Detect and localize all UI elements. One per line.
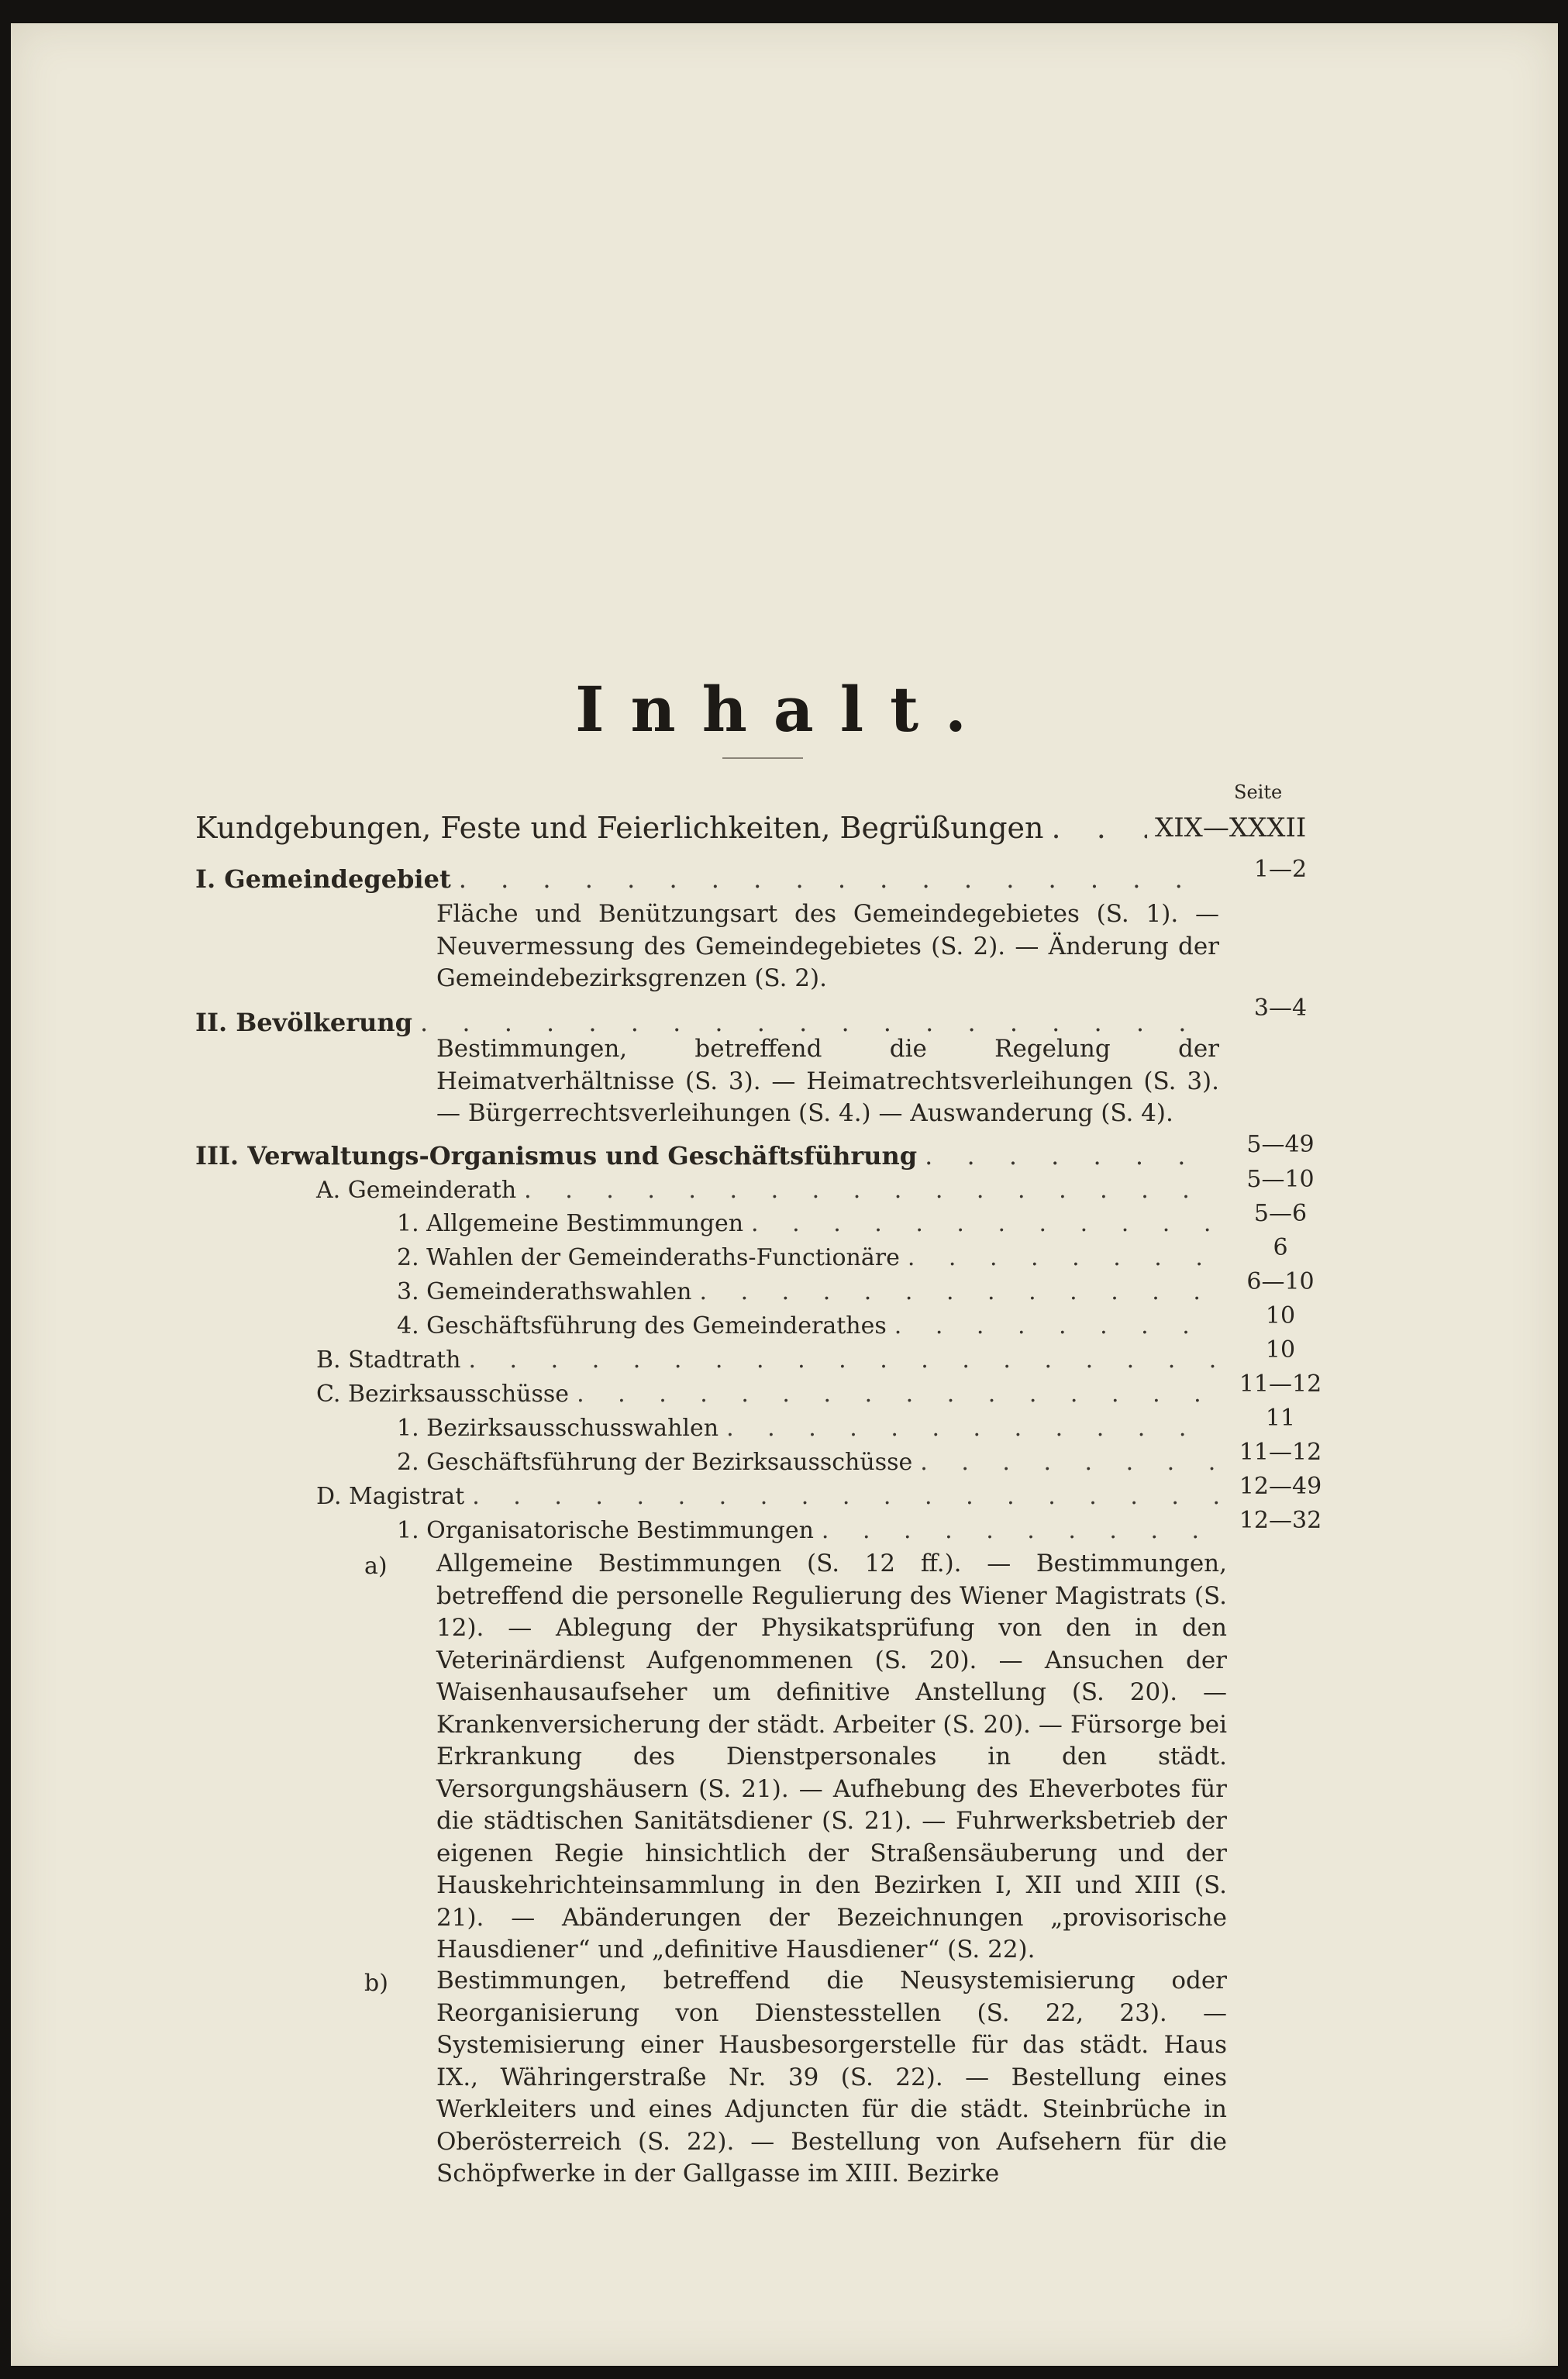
toc-entry-text: 1. Bezirksausschusswahlen bbox=[397, 1415, 719, 1442]
toc-item-a3-page: 6—10 bbox=[1246, 1268, 1315, 1295]
seite-column-label: Seite bbox=[1234, 781, 1283, 803]
toc-item-a2 bbox=[397, 1244, 1218, 1278]
leader-dots bbox=[887, 1312, 1218, 1339]
paragraph-a-label: a) bbox=[364, 1553, 388, 1580]
toc-entry-text: 2. Geschäftsführung der Bezirksausschüsse bbox=[397, 1449, 913, 1476]
toc-entry-text: C. Bezirksausschüsse bbox=[316, 1381, 570, 1408]
toc-entry-text: 1. Allgemeine Bestimmungen bbox=[397, 1210, 744, 1237]
leader-dots bbox=[719, 1415, 1218, 1442]
toc-sub-b bbox=[316, 1346, 1218, 1381]
toc-section-1 bbox=[195, 864, 1218, 898]
toc-entry-text: 1. Organisatorische Bestimmungen bbox=[397, 1517, 814, 1544]
paragraph-b-label: b) bbox=[364, 1970, 388, 1997]
paragraph-a bbox=[436, 1548, 1227, 1967]
toc-section-3 bbox=[195, 1141, 1218, 1175]
toc-entry-text: 4. Geschäftsführung des Gemeinderathes bbox=[397, 1312, 887, 1339]
toc-sub-c-page: 11—12 bbox=[1239, 1371, 1322, 1398]
toc-item-c1-page: 11 bbox=[1265, 1405, 1296, 1432]
toc-section-3-page: 5—49 bbox=[1246, 1131, 1315, 1158]
section-1-description bbox=[436, 898, 1219, 995]
leader-dots bbox=[569, 1381, 1218, 1408]
leader-dots bbox=[814, 1517, 1218, 1544]
leader-dots bbox=[464, 1483, 1218, 1510]
leader-dots bbox=[692, 1278, 1218, 1305]
toc-item-a1-page: 5—6 bbox=[1253, 1200, 1308, 1227]
toc-item-d1-page: 12—32 bbox=[1239, 1507, 1322, 1534]
toc-entry-text: Kundgebungen, Feste und Feierlichkeiten, Begrüßungen bbox=[195, 811, 1044, 845]
toc-section-1-page: 1—2 bbox=[1253, 856, 1308, 883]
toc-item-c2-page: 11—12 bbox=[1239, 1439, 1322, 1466]
toc-entry-text: II. Bevölkerung bbox=[195, 1008, 413, 1037]
toc-sub-c bbox=[316, 1381, 1218, 1415]
leader-dots bbox=[451, 864, 1218, 894]
toc-entry-text: I. Gemeindegebiet bbox=[195, 864, 451, 894]
toc-entry-page: XIX—XXXII bbox=[1155, 812, 1307, 843]
toc-entry-text: III. Verwaltungs-Organismus und Geschäftsführung bbox=[195, 1141, 918, 1171]
leader-dots bbox=[900, 1244, 1218, 1271]
section-2-description bbox=[436, 1033, 1219, 1130]
toc-sub-d-page: 12—49 bbox=[1239, 1473, 1322, 1500]
page-title: Inhalt. bbox=[575, 673, 993, 746]
toc-item-a3 bbox=[397, 1278, 1218, 1312]
leader-dots bbox=[917, 1141, 1218, 1171]
toc-item-a1 bbox=[397, 1210, 1218, 1244]
toc-entry-text: 2. Wahlen der Gemeinderaths-Functionäre bbox=[397, 1244, 900, 1271]
toc-item-a4-page: 10 bbox=[1265, 1302, 1296, 1329]
toc-sub-a bbox=[316, 1177, 1218, 1211]
toc-entry-text: D. Magistrat bbox=[316, 1483, 465, 1510]
leader-dots bbox=[912, 1449, 1218, 1476]
title-rule bbox=[722, 757, 803, 759]
toc-item-a2-page: 6 bbox=[1273, 1234, 1288, 1261]
paragraph-b bbox=[436, 1965, 1227, 2191]
toc-sub-a-page: 5—10 bbox=[1246, 1166, 1315, 1193]
toc-section-2-page: 3—4 bbox=[1253, 995, 1308, 1022]
paragraph-text: Allgemeine Bestimmungen (S. 12 ff.). — Bestimmungen, betreffend die personelle Regulierung des Wiener Magistrats (S. 12). — Ablegung der Physikatsprüfung von den in den Veterinärdienst Aufgenommenen (S. 20). — Ansuchen der Waisenhausaufseher um definitive Anstellung (S. 20). — Krankenversicherung der städt. Arbeiter (S. 20). — Fürsorge bei Erkrankung des Dienstpersonales in den städt. Versorgungshäusern (S. 21). — Aufhebung des Eheverbotes für die städtischen Sanitätsdiener (S. 21). — Fuhrwerksbetrieb der eigenen Regie hinsichtlich der Straßensäuberung und der Hauskehrichteinsammlung in den Bezirken I, XII und XIII (S. 21). — Abänderungen der Bezeichnungen „provisorische Hausdiener“ und „definitive Hausdiener“ (S. 22). bbox=[436, 1550, 1227, 1964]
toc-entry-text: 3. Gemeinderathswahlen bbox=[397, 1278, 692, 1305]
toc-item-c1 bbox=[397, 1415, 1218, 1449]
leader-dots bbox=[516, 1177, 1218, 1204]
toc-item-a4 bbox=[397, 1312, 1218, 1346]
paragraph-text: Bestimmungen, betreffend die Neusystemisierung oder Reorganisierung von Dienstesstellen (S. 22, 23). — Systemisierung einer Hausbesorgerstelle für das städt. Haus IX., Währingerstraße Nr. 39 (S. 22). — Bestellung eines Werkleiters und eines Adjuncten für die städt. Steinbrüche in Oberösterreich (S. 22). — Bestellung von Aufsehern für die Schöpfwerke in der Gallgasse im XIII. Bezirke bbox=[436, 1967, 1227, 2188]
toc-entry-kundgebungen bbox=[195, 811, 1147, 845]
toc-sub-b-page: 10 bbox=[1265, 1336, 1296, 1364]
toc-entry-text: B. Stadtrath bbox=[316, 1346, 461, 1374]
toc-entry-text: A. Gemeinderath bbox=[316, 1177, 517, 1204]
leader-dots bbox=[1044, 811, 1147, 845]
leader-dots bbox=[460, 1346, 1218, 1374]
description-text: Bestimmungen, betreffend die Regelung der Heimatverhältnisse (S. 3). — Heimatrechtsverleihungen (S. 3). — Bürgerrechtsverleihungen (S. 4.) — Auswanderung (S. 4). bbox=[436, 1035, 1219, 1127]
toc-item-d1 bbox=[397, 1517, 1218, 1551]
toc-item-c2 bbox=[397, 1449, 1218, 1483]
description-text: Fläche und Benützungsart des Gemeindegebietes (S. 1). — Neuvermessung des Gemeindegebietes (S. 2). — Änderung der Gemeindebezirksgrenzen (S. 2). bbox=[436, 900, 1219, 992]
toc-sub-d bbox=[316, 1483, 1218, 1517]
leader-dots bbox=[743, 1210, 1218, 1237]
